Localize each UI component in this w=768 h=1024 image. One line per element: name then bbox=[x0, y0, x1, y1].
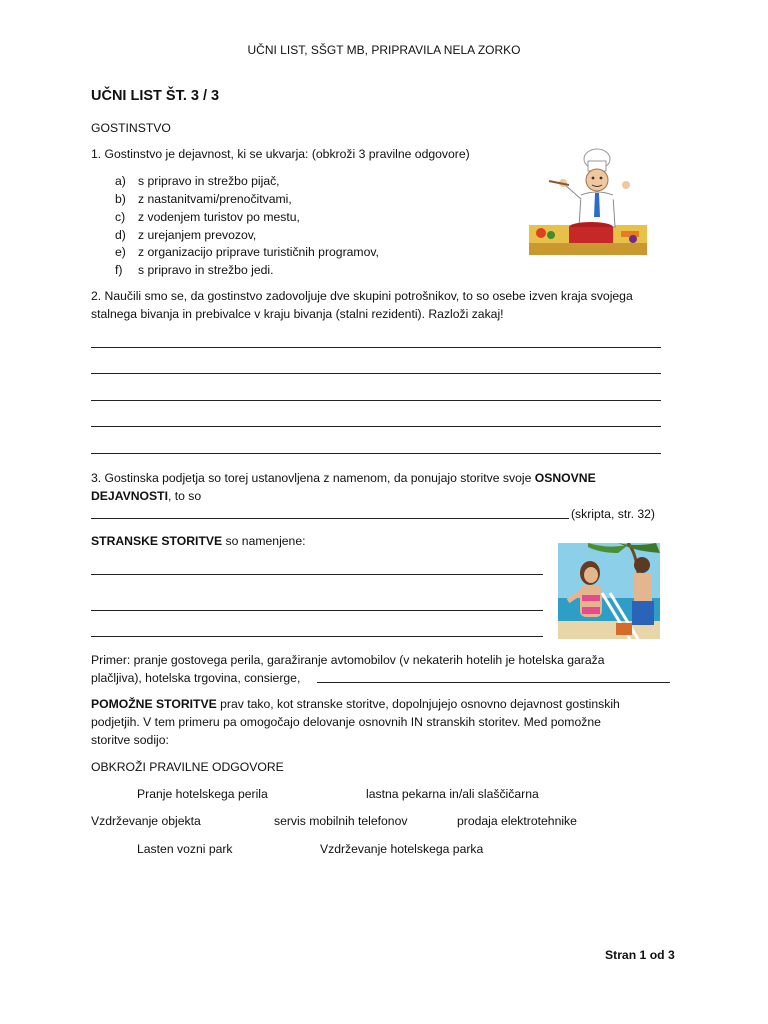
option-d[interactable] bbox=[115, 228, 256, 242]
option-text: s pripravo in strežbo jedi. bbox=[138, 263, 274, 277]
option-text: z vodenjem turistov po mestu, bbox=[138, 210, 300, 224]
chef-illustration bbox=[529, 147, 647, 255]
option-text: z organizacijo priprave turističnih programov, bbox=[138, 245, 379, 259]
choice-prodaja-elektrotehnike[interactable]: prodaja elektrotehnike bbox=[457, 814, 577, 828]
q3-bold-term: OSNOVNE bbox=[534, 471, 596, 485]
option-e[interactable] bbox=[115, 245, 379, 259]
choice-pranje-perila[interactable]: Pranje hotelskega perila bbox=[137, 787, 268, 801]
option-letter: d) bbox=[115, 228, 126, 242]
circle-instruction: OBKROŽI PRAVILNE ODGOVORE bbox=[91, 760, 284, 774]
answer-line[interactable] bbox=[91, 574, 543, 575]
question-2-line-1: 2. Naučili smo se, da gostinstvo zadovoljuje dve skupini potrošnikov, to so osebe izven kraja svojega bbox=[91, 289, 633, 303]
pomozne-rest: prav tako, kot stranske storitve, dopolnjujejo osnovno dejavnost gostinskih bbox=[216, 697, 620, 711]
primer-line-1: Primer: pranje gostovega perila, garažiranje avtomobilov (v nekaterih hotelih je hotelska garaža bbox=[91, 653, 605, 667]
skripta-reference: (skripta, str. 32) bbox=[571, 507, 655, 521]
q3-bold-term-2: DEJAVNOSTI bbox=[91, 489, 168, 503]
q3-text: 3. Gostinska podjetja so torej ustanovljena z namenom, da ponujajo storitve svoje bbox=[91, 471, 535, 485]
stranske-rest: so namenjene: bbox=[222, 534, 306, 548]
choice-lastna-pekarna[interactable]: lastna pekarna in/ali slaščičarna bbox=[366, 787, 539, 801]
section-title: GOSTINSTVO bbox=[91, 121, 171, 135]
option-letter: c) bbox=[115, 210, 126, 224]
option-b[interactable] bbox=[115, 192, 292, 206]
option-letter: f) bbox=[115, 263, 123, 277]
question-3-line-1 bbox=[91, 471, 596, 485]
pomozne-line-3: storitve sodijo: bbox=[91, 733, 169, 747]
question-2-line-2: stalnega bivanja in prebivalce v kraju bivanja (stalni rezidenti). Razloži zakaj! bbox=[91, 307, 504, 321]
choice-hotelski-park[interactable]: Vzdrževanje hotelskega parka bbox=[320, 842, 484, 856]
option-text: z nastanitvami/prenočitvami, bbox=[138, 192, 292, 206]
beach-photo bbox=[558, 543, 660, 639]
worksheet-title: UČNI LIST ŠT. 3 / 3 bbox=[91, 88, 220, 104]
answer-line[interactable] bbox=[91, 610, 543, 611]
option-letter: a) bbox=[115, 174, 126, 188]
question-1: 1. Gostinstvo je dejavnost, ki se ukvarja: (obkroži 3 pravilne odgovore) bbox=[91, 147, 470, 161]
answer-line[interactable] bbox=[91, 426, 661, 427]
option-text: s pripravo in strežbo pijač, bbox=[138, 174, 280, 188]
answer-line[interactable] bbox=[91, 347, 661, 348]
stranske-bold: STRANSKE STORITVE bbox=[91, 534, 223, 548]
pomozne-line-1 bbox=[91, 697, 620, 711]
option-f[interactable] bbox=[115, 263, 273, 277]
q3-suffix: , to so bbox=[167, 489, 202, 503]
answer-line[interactable] bbox=[91, 400, 661, 401]
question-3-line-2 bbox=[91, 489, 201, 503]
choice-vozni-park[interactable]: Lasten vozni park bbox=[137, 842, 233, 856]
option-letter: b) bbox=[115, 192, 126, 206]
option-a[interactable] bbox=[115, 174, 280, 188]
answer-line[interactable] bbox=[91, 518, 569, 519]
answer-line[interactable] bbox=[91, 636, 543, 637]
option-c[interactable] bbox=[115, 210, 300, 224]
option-text: z urejanjem prevozov, bbox=[138, 228, 257, 242]
pomozne-line-2: podjetjih. V tem primeru pa omogočajo delovanje osnovnih IN stranskih storitev. Med pomožne bbox=[91, 715, 601, 729]
stranske-storitve-heading bbox=[91, 534, 306, 548]
page-number: Stran 1 od 3 bbox=[605, 948, 675, 962]
pomozne-bold: POMOŽNE STORITVE bbox=[91, 697, 217, 711]
answer-line[interactable] bbox=[91, 373, 661, 374]
primer-line-2: plačljiva), hotelska trgovina, consierge, bbox=[91, 671, 301, 685]
choice-servis-telefonov[interactable]: servis mobilnih telefonov bbox=[274, 814, 408, 828]
answer-line[interactable] bbox=[317, 682, 670, 683]
answer-line[interactable] bbox=[91, 453, 661, 454]
page-header: UČNI LIST, SŠGT MB, PRIPRAVILA NELA ZORKO bbox=[247, 43, 521, 57]
option-letter: e) bbox=[115, 245, 126, 259]
choice-vzdrzevanje-objekta[interactable]: Vzdrževanje objekta bbox=[91, 814, 201, 828]
